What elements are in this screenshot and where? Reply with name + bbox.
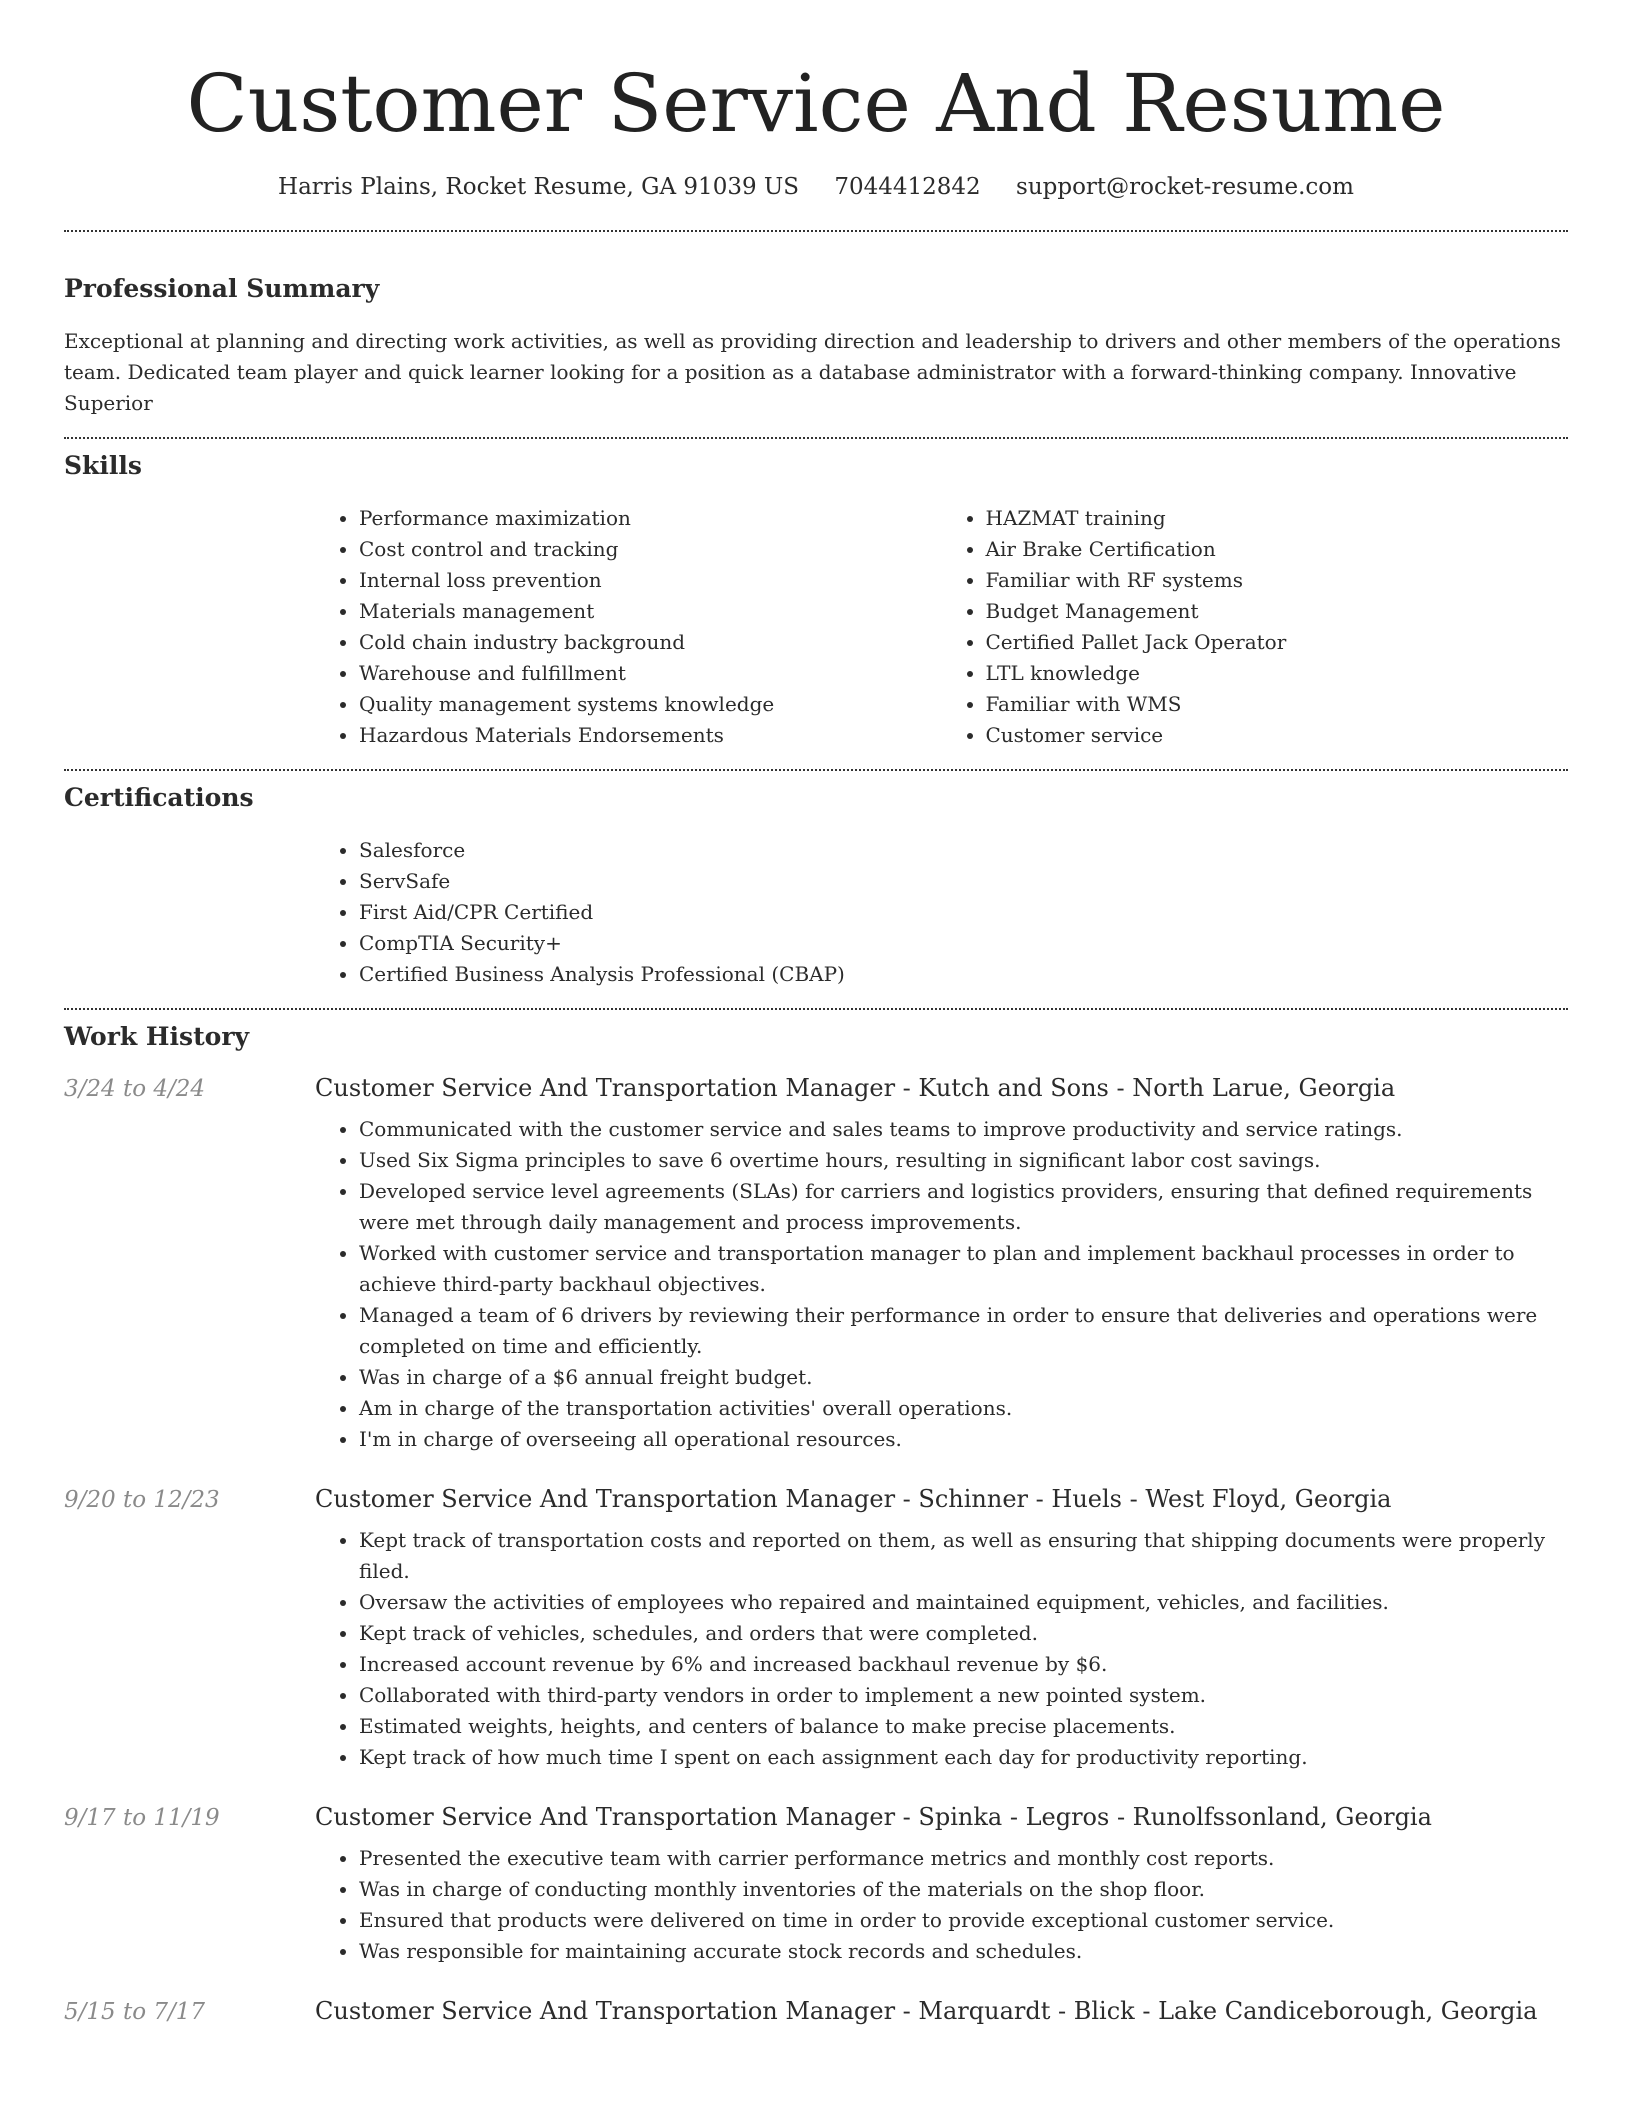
- section-divider: [64, 769, 1568, 771]
- summary-section: [64, 272, 1568, 419]
- list-item: • Performance maximization: [359, 503, 942, 534]
- list-item: • Worked with customer service and transportation manager to plan and implement backhaul processes in order to achieve third-party backhaul objectives.: [359, 1238, 1568, 1300]
- list-item: • CompTIA Security+: [359, 928, 1568, 959]
- contact-phone: 7044412842: [834, 174, 981, 200]
- skills-list-left: [315, 503, 942, 751]
- job-title: Customer Service And Transportation Manager - Marquardt - Blick - Lake Candiceborough, Georgia: [315, 1997, 1538, 2025]
- resume-name: Customer Service And Resume: [186, 57, 1446, 150]
- skills-section: [64, 449, 1568, 751]
- job-bullets: [315, 1114, 1568, 1455]
- job-title: Customer Service And Transportation Manager - Kutch and Sons - North Larue, Georgia: [315, 1074, 1396, 1102]
- job-entry: [64, 1485, 1568, 1773]
- job-header: [64, 1074, 1568, 1102]
- job-header: [64, 1803, 1568, 1831]
- job-title: Customer Service And Transportation Manager - Spinka - Legros - Runolfssonland, Georgia: [315, 1803, 1432, 1831]
- job-dates: 5/15 to 7/17: [64, 1999, 206, 2025]
- list-item: • Certified Pallet Jack Operator: [986, 627, 1569, 658]
- list-item: • Budget Management: [986, 596, 1569, 627]
- job-entry: [64, 1074, 1568, 1455]
- contact-line: [64, 170, 1568, 204]
- list-item: • Used Six Sigma principles to save 6 overtime hours, resulting in significant labor cost savings.: [359, 1145, 1568, 1176]
- certifications-heading: Certifications: [64, 783, 254, 812]
- job-header: [64, 1485, 1568, 1513]
- list-item: • Oversaw the activities of employees who repaired and maintained equipment, vehicles, and facilities.: [359, 1587, 1568, 1618]
- section-divider: [64, 437, 1568, 439]
- list-item: • Familiar with WMS: [986, 689, 1569, 720]
- job-dates: 9/20 to 12/23: [64, 1487, 220, 1513]
- list-item: • Internal loss prevention: [359, 565, 942, 596]
- job-bullets: [315, 1843, 1568, 1967]
- contact-email: support@rocket-resume.com: [1016, 174, 1354, 200]
- list-item: • Hazardous Materials Endorsements: [359, 720, 942, 751]
- section-divider: [64, 230, 1568, 232]
- list-item: • Kept track of vehicles, schedules, and orders that were completed.: [359, 1618, 1568, 1649]
- list-item: • I'm in charge of overseeing all operational resources.: [359, 1424, 1568, 1455]
- skills-grid: [315, 503, 1568, 751]
- contact-address: Harris Plains, Rocket Resume, GA 91039 US: [278, 174, 800, 200]
- work-history-section: [64, 1020, 1568, 2025]
- section-divider: [64, 1008, 1568, 1010]
- list-item: • Cost control and tracking: [359, 534, 942, 565]
- skills-list-right: [942, 503, 1569, 751]
- list-item: • Am in charge of the transportation activities' overall operations.: [359, 1393, 1568, 1424]
- list-item: • Estimated weights, heights, and centers of balance to make precise placements.: [359, 1711, 1568, 1742]
- list-item: • Salesforce: [359, 835, 1568, 866]
- list-item: • Warehouse and fulfillment: [359, 658, 942, 689]
- list-item: • Air Brake Certification: [986, 534, 1569, 565]
- list-item: • Materials management: [359, 596, 942, 627]
- list-item: • Presented the executive team with carrier performance metrics and monthly cost reports.: [359, 1843, 1568, 1874]
- summary-text: Exceptional at planning and directing work activities, as well as providing direction and leadership to drivers and other members of the operations team. Dedicated team player and quick learner looking for a position as a database administrator with a forward-thinking company. Innovative Superior: [64, 329, 1561, 415]
- summary-heading: Professional Summary: [64, 274, 380, 303]
- job-title: Customer Service And Transportation Manager - Schinner - Huels - West Floyd, Georgia: [315, 1485, 1392, 1513]
- certifications-list: [315, 835, 1568, 990]
- resume-page: [64, 0, 1568, 2025]
- job-entry: [64, 1997, 1568, 2025]
- job-dates: 9/17 to 11/19: [64, 1805, 220, 1831]
- job-bullets: [315, 1525, 1568, 1773]
- list-item: • Customer service: [986, 720, 1569, 751]
- list-item: • Was responsible for maintaining accurate stock records and schedules.: [359, 1936, 1568, 1967]
- skills-heading: Skills: [64, 451, 142, 480]
- list-item: • LTL knowledge: [986, 658, 1569, 689]
- job-dates: 3/24 to 4/24: [64, 1076, 206, 1102]
- list-item: • Cold chain industry background: [359, 627, 942, 658]
- list-item: • Developed service level agreements (SLAs) for carriers and logistics providers, ensuring that defined requirements were met through daily management and process improvements.: [359, 1176, 1568, 1238]
- list-item: • Communicated with the customer service and sales teams to improve productivity and service ratings.: [359, 1114, 1568, 1145]
- list-item: • Familiar with RF systems: [986, 565, 1569, 596]
- list-item: • HAZMAT training: [986, 503, 1569, 534]
- work-history-heading: Work History: [64, 1022, 250, 1051]
- list-item: • Certified Business Analysis Professional (CBAP): [359, 959, 1568, 990]
- list-item: • Kept track of how much time I spent on each assignment each day for productivity reporting.: [359, 1742, 1568, 1773]
- list-item: • Quality management systems knowledge: [359, 689, 942, 720]
- job-header: [64, 1997, 1568, 2025]
- list-item: • Was in charge of conducting monthly inventories of the materials on the shop floor.: [359, 1874, 1568, 1905]
- list-item: • ServSafe: [359, 866, 1568, 897]
- certifications-section: [64, 781, 1568, 990]
- list-item: • Kept track of transportation costs and reported on them, as well as ensuring that shipping documents were properly filed.: [359, 1525, 1568, 1587]
- list-item: • Was in charge of a $6 annual freight budget.: [359, 1362, 1568, 1393]
- list-item: • Managed a team of 6 drivers by reviewing their performance in order to ensure that deliveries and operations were completed on time and efficiently.: [359, 1300, 1568, 1362]
- job-entry: [64, 1803, 1568, 1967]
- list-item: • Collaborated with third-party vendors in order to implement a new pointed system.: [359, 1680, 1568, 1711]
- list-item: • First Aid/CPR Certified: [359, 897, 1568, 928]
- list-item: • Increased account revenue by 6% and increased backhaul revenue by $6.: [359, 1649, 1568, 1680]
- list-item: • Ensured that products were delivered on time in order to provide exceptional customer service.: [359, 1905, 1568, 1936]
